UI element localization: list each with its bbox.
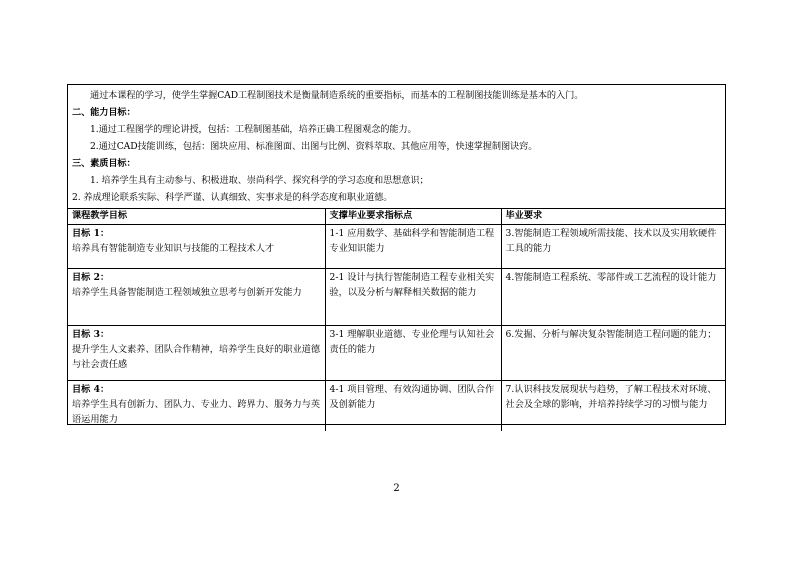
table-header-row <box>68 209 725 225</box>
requirement-cell: 7.认识科技发展现状与趋势，了解工程技术对环境、社会及全球的影响，并培养持续学习的习惯与能力 <box>501 381 725 431</box>
goal-text: 培养具有智能制造专业知识与技能的工程技术人才 <box>72 243 275 254</box>
table-row <box>68 269 725 326</box>
ability-item-1: 1.通过工程图学的理论讲授，包括：工程制图基础，培养正确工程图观念的能力。 <box>90 124 417 135</box>
goal-cell <box>68 225 325 269</box>
indicator-cell: 3-1 理解职业道德、专业伦理与认知社会责任的能力 <box>325 326 501 381</box>
ability-heading: 二、能力目标： <box>72 107 136 118</box>
quality-item-1: 1. 培养学生具有主动参与、积极进取、崇尚科学、探究科学的学习态度和思想意识； <box>90 175 429 186</box>
goal-cell <box>68 269 325 326</box>
requirement-cell: 4.智能制造工程系统、零部件或工艺流程的设计能力 <box>501 269 725 326</box>
header-indicator: 支撑毕业要求指标点 <box>325 209 501 225</box>
header-course-goal: 课程教学目标 <box>68 209 325 225</box>
course-objectives-section <box>68 85 725 208</box>
goal-text: 培养学生具备智能制造工程领域独立思考与创新开发能力 <box>72 287 302 298</box>
quality-item-2: 2. 养成理论联系实际、科学严谨、认真细致、实事求是的科学态度和职业道德。 <box>72 192 393 203</box>
goal-cell <box>68 326 325 381</box>
indicator-cell: 2-1 设计与执行智能制造工程专业相关实验，以及分析与解释相关数据的能力 <box>325 269 501 326</box>
objectives-table <box>68 208 725 431</box>
table-row <box>68 225 725 269</box>
intro-paragraph: 通过本课程的学习，使学生掌握CAD工程制图技术是衡量制造系统的重要指标，而基本的工程制图技能训练是基本的入门。 <box>90 90 584 101</box>
goal-text: 培养学生具有创新力、团队力、专业力、跨界力、服务力与英语运用能力 <box>72 399 321 425</box>
table-row <box>68 381 725 431</box>
page-number: 2 <box>393 483 400 494</box>
goal-title: 目标 3： <box>72 329 110 340</box>
goal-title: 目标 1： <box>72 228 110 239</box>
requirement-cell: 3.智能制造工程领域所需技能、技术以及实用软硬件工具的能力 <box>501 225 725 269</box>
quality-heading: 三、素质目标： <box>72 158 136 169</box>
document-frame <box>67 84 726 425</box>
goal-cell <box>68 381 325 431</box>
header-requirement: 毕业要求 <box>501 209 725 225</box>
ability-item-2: 2.通过CAD技能训练，包括：图块应用、标准图面、出图与比例、资料萃取、其他应用等，快速掌握制图诀窍。 <box>90 141 538 152</box>
goal-title: 目标 2： <box>72 272 110 283</box>
indicator-cell: 4-1 项目管理、有效沟通协调、团队合作及创新能力 <box>325 381 501 431</box>
table-row <box>68 326 725 381</box>
requirement-cell: 6.发掘、分析与解决复杂智能制造工程问题的能力； <box>501 326 725 381</box>
indicator-cell: 1-1 应用数学、基础科学和智能制造工程专业知识能力 <box>325 225 501 269</box>
goal-text: 提升学生人文素养、团队合作精神，培养学生良好的职业道德与社会责任感 <box>72 344 321 370</box>
goal-title: 目标 4： <box>72 384 110 395</box>
